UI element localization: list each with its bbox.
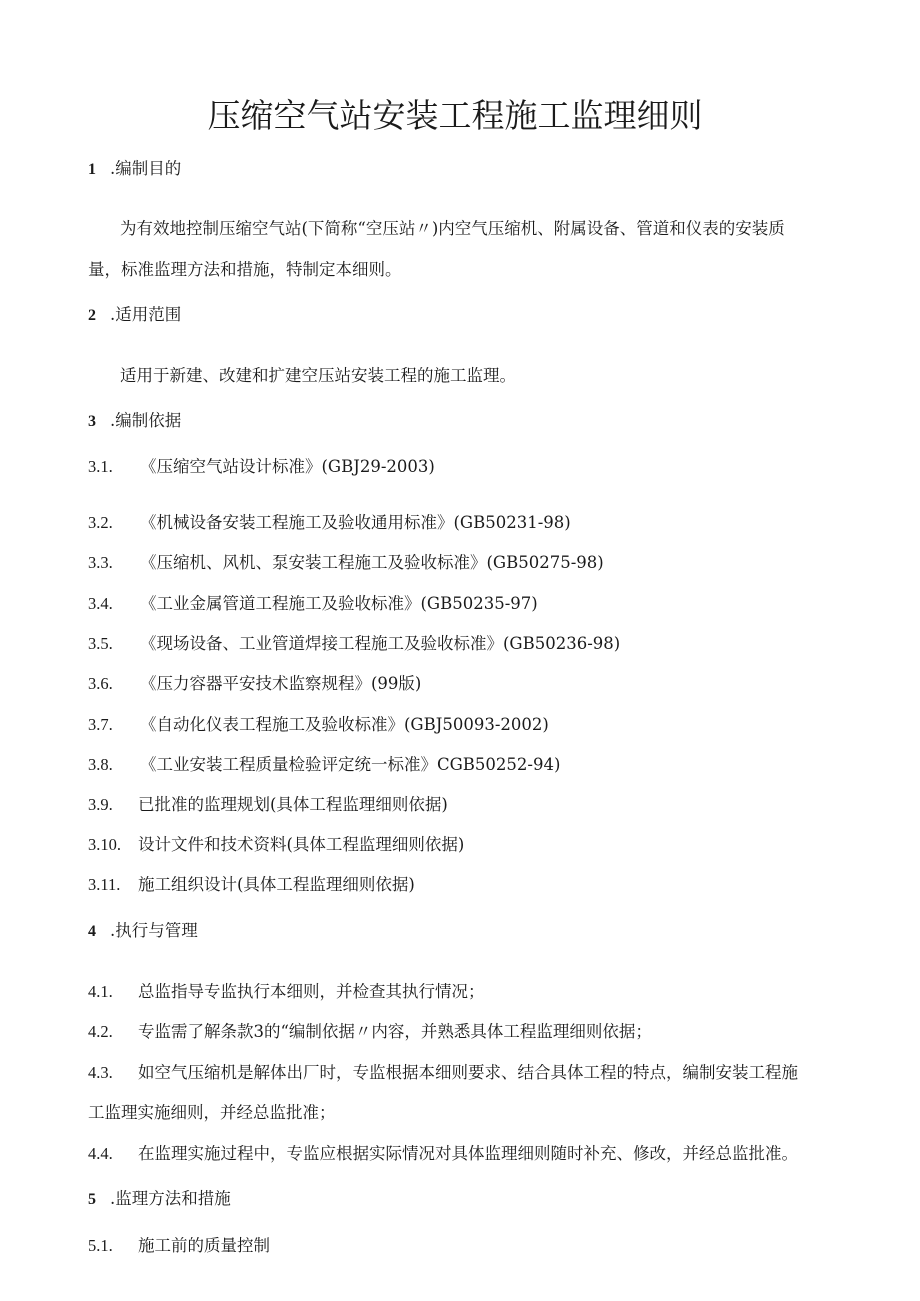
item-number: 3.3.: [88, 553, 113, 572]
item-number: 4.3.: [88, 1063, 113, 1082]
item-number: 3.8.: [88, 755, 113, 774]
section-1-paragraph-line-2: 量，标准监理方法和措施，特制定本细则。: [88, 260, 402, 279]
section-2-paragraph: 适用于新建、改建和扩建空压站安装工程的施工监理。: [120, 366, 516, 385]
list-item: [88, 1062, 798, 1084]
item-text: 《机械设备安装工程施工及验收通用标准》(GB50231-98): [140, 513, 571, 532]
item-text: 在监理实施过程中，专监应根据实际情况对具体监理细则随时补充、修改，并经总监批准。: [138, 1144, 798, 1163]
section-title: .编制依据: [110, 411, 182, 430]
section-number: 1: [88, 161, 96, 178]
section-3-heading: [88, 410, 181, 433]
list-item: [88, 874, 415, 896]
item-text: 施工组织设计(具体工程监理细则依据): [138, 875, 415, 894]
list-item: [88, 1143, 798, 1165]
item-text: 《现场设备、工业管道焊接工程施工及验收标准》(GB50236-98): [140, 634, 621, 653]
item-number: 3.11.: [88, 875, 121, 894]
item-number: 3.6.: [88, 674, 113, 693]
section-1-heading: [88, 158, 181, 181]
item-number: 3.2.: [88, 513, 113, 532]
item-number: 3.9.: [88, 795, 113, 814]
list-item: [88, 512, 571, 534]
item-number: 4.4.: [88, 1144, 113, 1163]
list-item: [88, 714, 549, 736]
list-item: [88, 552, 604, 574]
item-text: 总监指导专监执行本细则，并检查其执行情况；: [138, 982, 485, 1001]
item-text: 《工业安装工程质量检验评定统一标准》CGB50252-94): [140, 755, 561, 774]
list-item: [88, 673, 421, 695]
section-number: 3: [88, 413, 96, 430]
item-text: 《压缩机、风机、泵安装工程施工及验收标准》(GB50275-98): [140, 553, 604, 572]
list-item: [88, 633, 620, 655]
section-1-paragraph-line-1: 为有效地控制压缩空气站(下简称“空压站〃)内空气压缩机、附属设备、管道和仪表的安装质: [120, 219, 785, 238]
section-number: 4: [88, 923, 96, 940]
item-number: 3.1.: [88, 457, 113, 476]
item-number: 3.4.: [88, 594, 113, 613]
item-text: 《工业金属管道工程施工及验收标准》(GB50235-97): [140, 594, 538, 613]
section-number: 5: [88, 1191, 96, 1208]
item-text: 专监需了解条款3的“编制依据〃内容，并熟悉具体工程监理细则依据；: [138, 1022, 652, 1041]
item-number: 5.1.: [88, 1236, 113, 1255]
item-text: 如空气压缩机是解体出厂时，专监根据本细则要求、结合具体工程的特点，编制安装工程施: [138, 1063, 798, 1082]
section-4-heading: [88, 920, 198, 943]
item-text: 《压缩空气站设计标准》(GBJ29-2003): [140, 457, 435, 476]
section-number: 2: [88, 307, 96, 324]
list-item: [88, 754, 560, 776]
list-item: [88, 456, 435, 478]
list-item-continuation: 工监理实施细则，并经总监批准；: [88, 1103, 336, 1122]
list-item: [88, 794, 448, 816]
list-item: [88, 1235, 270, 1257]
section-title: .编制目的: [110, 159, 182, 178]
item-text: 已批准的监理规划(具体工程监理细则依据): [138, 795, 448, 814]
section-title: .监理方法和措施: [110, 1189, 231, 1208]
list-item: [88, 981, 485, 1003]
list-item: [88, 593, 538, 615]
list-item: [88, 834, 464, 856]
document-title: 压缩空气站安装工程施工监理细则: [207, 96, 703, 135]
section-title: .执行与管理: [110, 921, 198, 940]
section-title: .适用范围: [110, 305, 182, 324]
item-text: 设计文件和技术资料(具体工程监理细则依据): [138, 835, 465, 854]
item-text: 《压力容器平安技术监察规程》(99版): [140, 674, 422, 693]
section-2-heading: [88, 304, 181, 327]
item-text: 《自动化仪表工程施工及验收标准》(GBJ50093-2002): [140, 715, 549, 734]
item-number: 3.7.: [88, 715, 113, 734]
list-item: [88, 1021, 652, 1043]
item-number: 4.2.: [88, 1022, 113, 1041]
item-number: 4.1.: [88, 982, 113, 1001]
section-5-heading: [88, 1188, 231, 1211]
item-text: 施工前的质量控制: [138, 1236, 270, 1255]
item-number: 3.5.: [88, 634, 113, 653]
item-number: 3.10.: [88, 835, 121, 854]
